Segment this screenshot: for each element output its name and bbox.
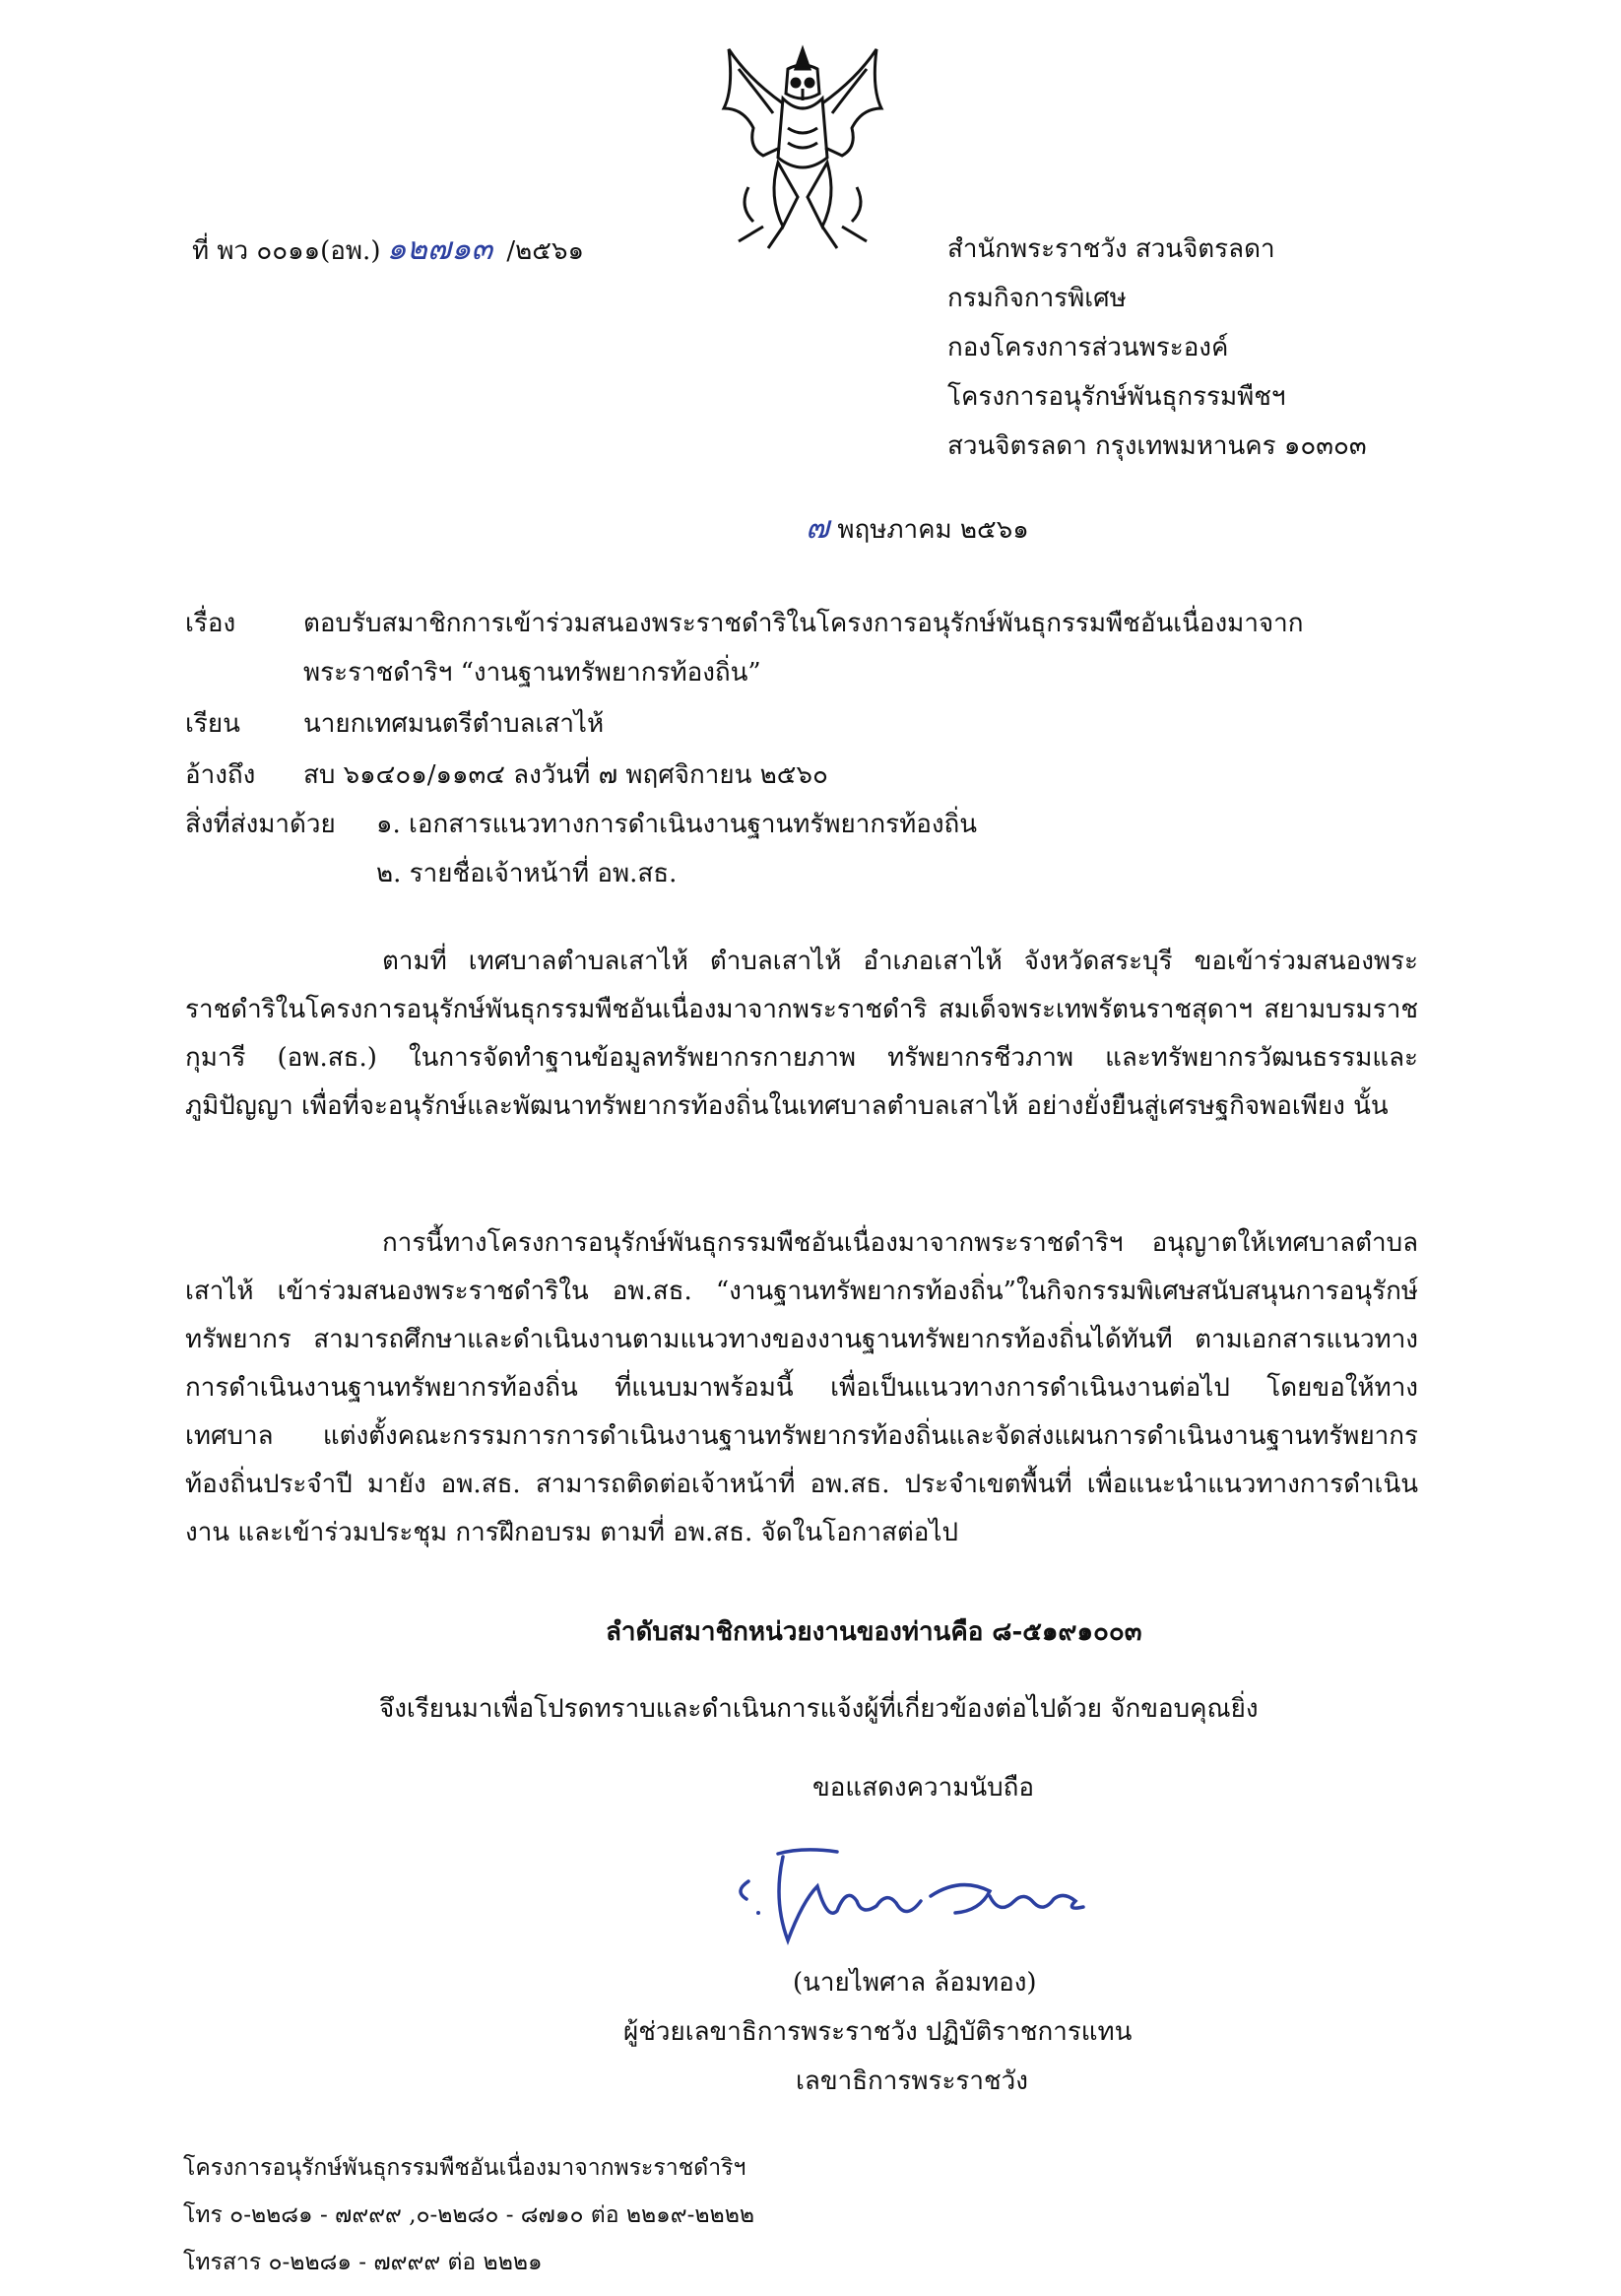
to-label: เรียน [185,709,240,739]
body-paragraph-1 [185,938,1418,1131]
signer-title-secondary: เลขาธิการพระราชวัง [796,2066,1028,2096]
signer-title: ผู้ช่วยเลขาธิการพระราชวัง ปฏิบัติราชการแทน [623,2017,1133,2047]
address-line: โครงการอนุรักษ์พันธุกรรมพืชฯ [947,382,1286,412]
body-paragraph-2 [185,1219,1418,1557]
reference-suffix: /๒๕๖๑ [506,236,584,266]
body-paragraph-1-text: ตามที่ เทศบาลตำบลเสาไห้ ตำบลเสาไห้ อำเภอเสาไห้ จังหวัดสระบุรี ขอเข้าร่วมสนองพระราชดำริในโครงการอนุรักษ์พันธุกรรมพืชอันเนื่องมาจากพระราชดำริ สมเด็จพระเทพรัตนราชสุดาฯ สยามบรมราชกุมารี (อพ.สธ.) ในการจัดทำฐานข้อมูลทรัพยากรกายภาพ ทรัพยากรชีวภาพ และทรัพยากรวัฒนธรรมและภูมิปัญญา เพื่อที่จะอนุรักษ์และพัฒนาทรัพยากรท้องถิ่นในเทศบาลตำบลเสาไห้ อย่างยั่งยืนสู่เศรษฐกิจพอเพียง นั้น [185,947,1418,1121]
closing-request: จึงเรียนมาเพื่อโปรดทราบและดำเนินการแจ้งผู้ที่เกี่ยวข้องต่อไปด้วย จักขอบคุณยิ่ง [379,1694,1259,1724]
subject-label: เรื่อง [185,609,236,638]
to-value: นายกเทศมนตรีตำบลเสาไห้ [303,709,605,739]
closing-salutation: ขอแสดงความนับถือ [812,1773,1034,1803]
subject-line: พระราชดำริฯ “งานฐานทรัพยากรท้องถิ่น” [303,658,761,688]
address-line: กรมกิจการพิเศษ [947,284,1127,313]
signer-name: (นายไพศาล ล้อมทอง) [793,1968,1037,1998]
reference-value: สบ ๖๑๔๐๑/๑๑๓๔ ลงวันที่ ๗ พฤศจิกายน ๒๕๖๐ [303,760,828,790]
enclosure-item: ๑. เอกสารแนวทางการดำเนินงานฐานทรัพยากรท้องถิ่น [376,810,978,839]
footer-organization: โครงการอนุรักษ์พันธุกรรมพืชอันเนื่องมาจากพระราชดำริฯ [183,2155,746,2181]
date-month-year: พฤษภาคม ๒๕๖๑ [837,515,1029,545]
subject-line: ตอบรับสมาชิกการเข้าร่วมสนองพระราชดำริในโครงการอนุรักษ์พันธุกรรมพืชอันเนื่องมาจาก [303,609,1304,638]
member-number-line: ลำดับสมาชิกหน่วยงานของท่านคือ ๘-๕๑๙๑๐๐๓ [606,1617,1142,1647]
address-line: สำนักพระราชวัง สวนจิตรลดา [947,234,1275,264]
reference-prefix: ที่ พว ๐๐๑๑(อพ.) [192,236,381,266]
address-line: สวนจิตรลดา กรุงเทพมหานคร ๑๐๓๐๓ [947,431,1367,461]
address-line: กองโครงการส่วนพระองค์ [947,333,1229,362]
reference-handwritten-number: ๑๒๗๑๓ [386,230,493,267]
letter-date [806,510,1029,547]
reference-number [192,231,584,268]
body-paragraph-2-text: การนี้ทางโครงการอนุรักษ์พันธุกรรมพืชอันเนื่องมาจากพระราชดำริฯ อนุญาตให้เทศบาลตำบลเสาไห้ เข้าร่วมสนองพระราชดำริใน อพ.สธ. “งานฐานทรัพยากรท้องถิ่น”ในกิจกรรมพิเศษสนับสนุนการอนุรักษ์ทรัพยากร สามารถศึกษาและดำเนินงานตามแนวทางของงานฐานทรัพยากรท้องถิ่นได้ทันที ตามเอกสารแนวทางการดำเนินงานฐานทรัพยากรท้องถิ่น ที่แนบมาพร้อมนี้ เพื่อเป็นแนวทางการดำเนินงานต่อไป โดยขอให้ทางเทศบาล แต่งตั้งคณะกรรมการการดำเนินงานฐานทรัพยากรท้องถิ่นและจัดส่งแผนการดำเนินงานฐานทรัพยากรท้องถิ่นประจำปี มายัง อพ.สธ. สามารถติดต่อเจ้าหน้าที่ อพ.สธ. ประจำเขตพื้นที่ เพื่อแนะนำแนวทางการดำเนินงาน และเข้าร่วมประชุม การฝึกอบรม ตามที่ อพ.สธ. จัดในโอกาสต่อไป [185,1228,1418,1547]
enclosure-item: ๒. รายชื่อเจ้าหน้าที่ อพ.สธ. [376,859,678,888]
date-handwritten-day: ๗ [806,508,830,546]
footer-fax: โทรสาร ๐-๒๒๘๑ - ๗๙๙๙ ต่อ ๒๒๒๑ [183,2250,543,2275]
reference-label: อ้างถึง [185,760,256,790]
enclosure-label: สิ่งที่ส่งมาด้วย [185,810,336,839]
footer-phone: โทร ๐-๒๒๘๑ - ๗๙๙๙ ,๐-๒๒๘๐ - ๘๗๑๐ ต่อ ๒๒๑๙-๒๒๒๒ [183,2202,755,2228]
handwritten-signature [719,1842,1113,1950]
garuda-emblem [709,39,896,266]
